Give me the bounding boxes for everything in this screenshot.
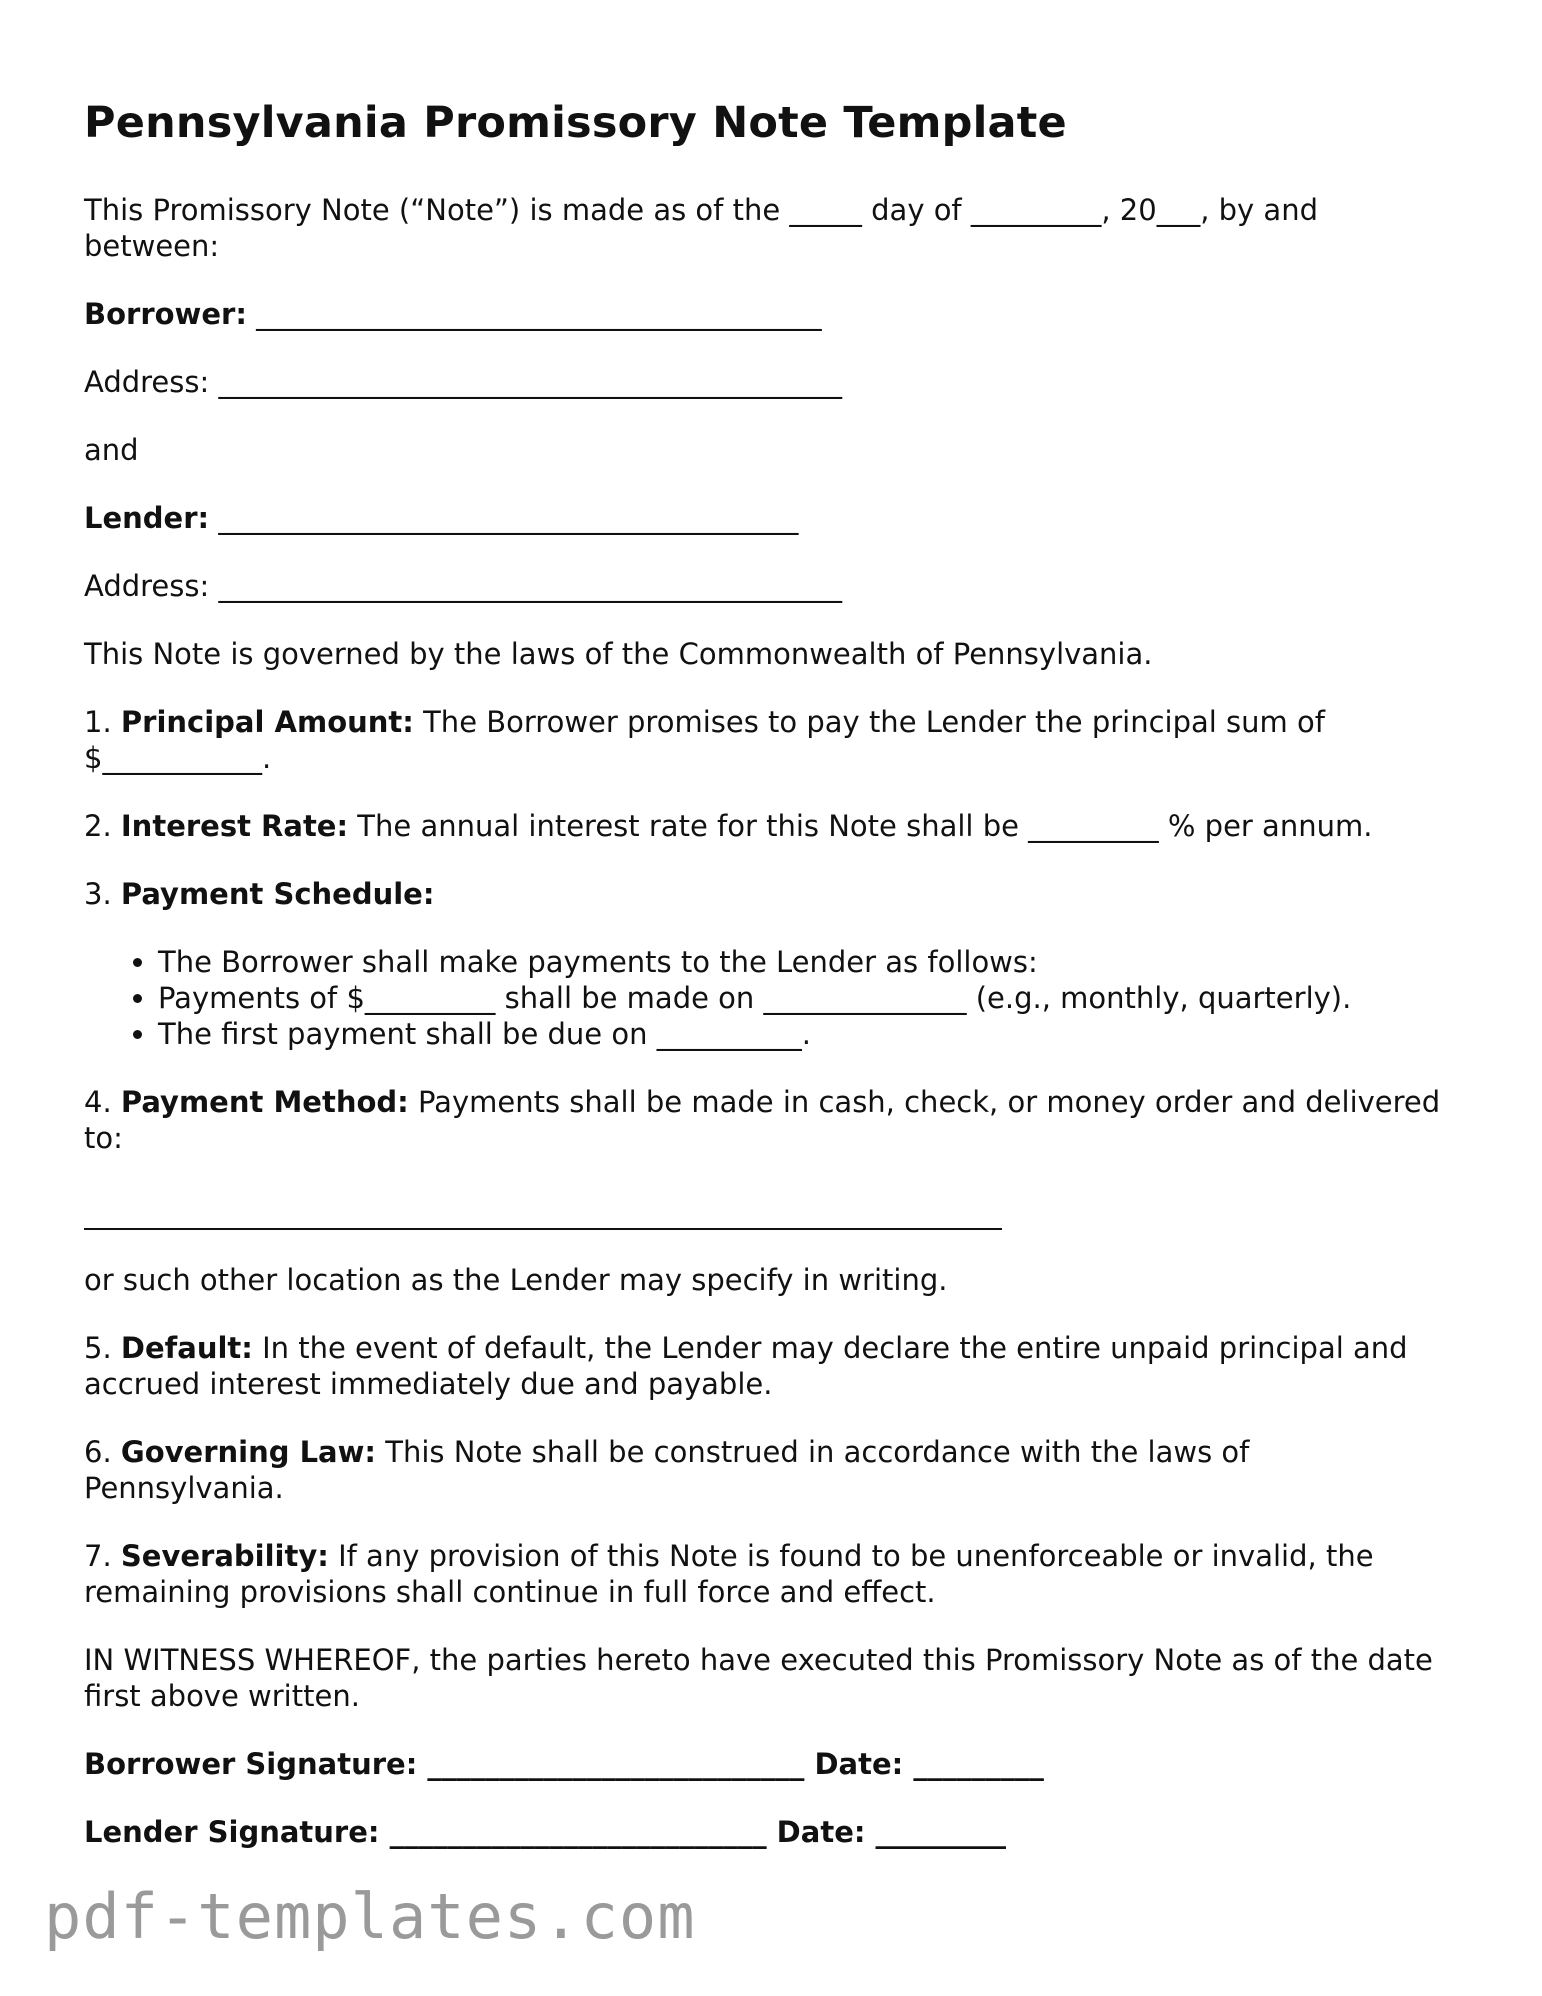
section-severability	[84, 1538, 1458, 1610]
witness-statement: IN WITNESS WHEREOF, the parties hereto have executed this Promissory Note as of the date first above written.	[84, 1642, 1433, 1713]
section-number: 7.	[84, 1538, 112, 1573]
borrower-line	[84, 296, 1458, 332]
section-title: Interest Rate:	[120, 808, 349, 843]
section-title: Governing Law:	[120, 1434, 377, 1469]
borrower-address-line: Address: ___________________________________________	[84, 364, 842, 399]
lender-blank: ________________________________________	[218, 500, 799, 535]
delivery-address-blank	[84, 1192, 1002, 1230]
section-text: The Borrower promises to pay the Lender the principal sum of $___________.	[84, 704, 1325, 775]
section-number: 6.	[84, 1434, 112, 1469]
list-item: • Payments of $_________ shall be made on ______________ (e.g., monthly, quarterly).	[158, 980, 1458, 1016]
section-text: In the event of default, the Lender may declare the entire unpaid principal and accrued interest immediately due and payable.	[84, 1330, 1408, 1401]
lender-address-line: Address: ___________________________________________	[84, 568, 842, 603]
section-interest-rate	[84, 808, 1458, 844]
section-text: The annual interest rate for this Note shall be _________ % per annum.	[357, 808, 1373, 843]
section-number: 4.	[84, 1084, 112, 1119]
section-payment-method	[84, 1084, 1458, 1156]
section-title: Payment Method:	[120, 1084, 409, 1119]
section-number: 2.	[84, 808, 112, 843]
lender-signature-line	[84, 1814, 1458, 1850]
payment-schedule-list	[84, 944, 1458, 1052]
list-item: • The Borrower shall make payments to the Lender as follows:	[158, 944, 1458, 980]
section-text: If any provision of this Note is found to be unenforceable or invalid, the remaining provisions shall continue in full force and effect.	[84, 1538, 1374, 1609]
section-title: Default:	[120, 1330, 253, 1365]
lender-label: Lender:	[84, 500, 210, 535]
section-title: Principal Amount:	[120, 704, 414, 739]
section-number: 1.	[84, 704, 112, 739]
and-text: and	[84, 432, 139, 467]
watermark-text: pdf-templates.com	[44, 1880, 696, 1953]
lender-signature-text: Lender Signature: __________________________ Date: _________	[84, 1814, 1007, 1849]
borrower-signature-text: Borrower Signature: __________________________ Date: _________	[84, 1746, 1044, 1781]
list-item: • The first payment shall be due on __________.	[158, 1016, 1458, 1052]
page-title: Pennsylvania Promissory Note Template	[84, 98, 1067, 148]
section-number: 3.	[84, 876, 112, 911]
section-text: Payments shall be made in cash, check, or money order and delivered to:	[84, 1084, 1441, 1155]
section-title: Payment Schedule:	[120, 876, 435, 911]
borrower-signature-line	[84, 1746, 1458, 1782]
borrower-label: Borrower:	[84, 296, 247, 331]
section-number: 5.	[84, 1330, 112, 1365]
section-principal-amount	[84, 704, 1458, 776]
lender-line	[84, 500, 1458, 536]
section-governing-law	[84, 1434, 1458, 1506]
section-payment-schedule	[84, 876, 1458, 912]
section-title: Severability:	[120, 1538, 329, 1573]
other-location-text: or such other location as the Lender may specify in writing.	[84, 1262, 948, 1297]
governed-statement: This Note is governed by the laws of the Commonwealth of Pennsylvania.	[84, 636, 1153, 671]
section-default	[84, 1330, 1458, 1402]
intro-paragraph: This Promissory Note (“Note”) is made as of the _____ day of _________, 20___, by and between:	[84, 192, 1318, 263]
section-text: This Note shall be construed in accordance with the laws of Pennsylvania.	[84, 1434, 1250, 1505]
borrower-blank: _______________________________________	[256, 296, 822, 331]
